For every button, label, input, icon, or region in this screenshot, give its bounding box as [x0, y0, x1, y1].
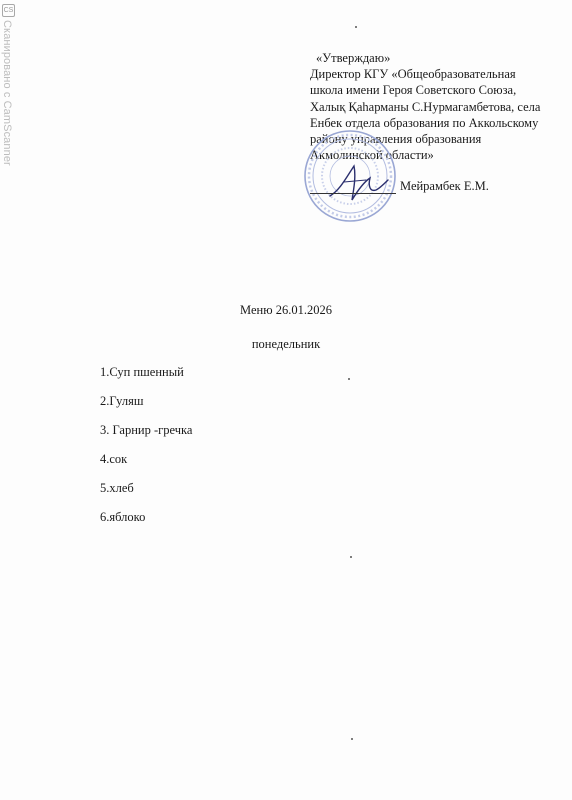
scan-speck: [351, 738, 353, 740]
camscanner-logo-icon: CS: [2, 4, 15, 17]
signature-row: [310, 179, 489, 194]
signature-line: [310, 181, 396, 194]
list-item: 2.Гуляш: [100, 394, 144, 408]
approval-line: Акмолинской области»: [310, 148, 434, 163]
approval-heading: «Утверждаю»: [316, 51, 391, 65]
list-item: 1.Суп пшенный: [100, 365, 184, 379]
menu-item-list: [100, 364, 192, 538]
scanner-watermark: [0, 0, 14, 230]
approval-line: школа имени Героя Советского Союза,: [310, 83, 517, 98]
list-item: 6.яблоко: [100, 510, 146, 524]
scan-speck: [350, 556, 352, 558]
list-item: 4.сок: [100, 452, 128, 466]
approval-line: Директор КГУ «Общеобразовательная: [310, 67, 516, 82]
watermark-text: Сканировано с CamScanner: [1, 20, 13, 166]
signatory-name: Мейрамбек Е.М.: [400, 179, 489, 193]
menu-title: Меню 26.01.2026: [240, 303, 332, 317]
scan-speck: [355, 26, 357, 28]
list-item: 5.хлеб: [100, 481, 134, 495]
menu-day: понедельник: [251, 337, 321, 351]
list-item: 3. Гарнир -гречка: [100, 423, 193, 437]
approval-line: району управления образования: [310, 132, 482, 147]
approval-line: Енбек отдела образования по Аккольскому: [310, 115, 539, 130]
approval-line: Халық Қаһарманы С.Нурмагамбетова, села: [310, 99, 541, 114]
scan-speck: [348, 378, 350, 380]
